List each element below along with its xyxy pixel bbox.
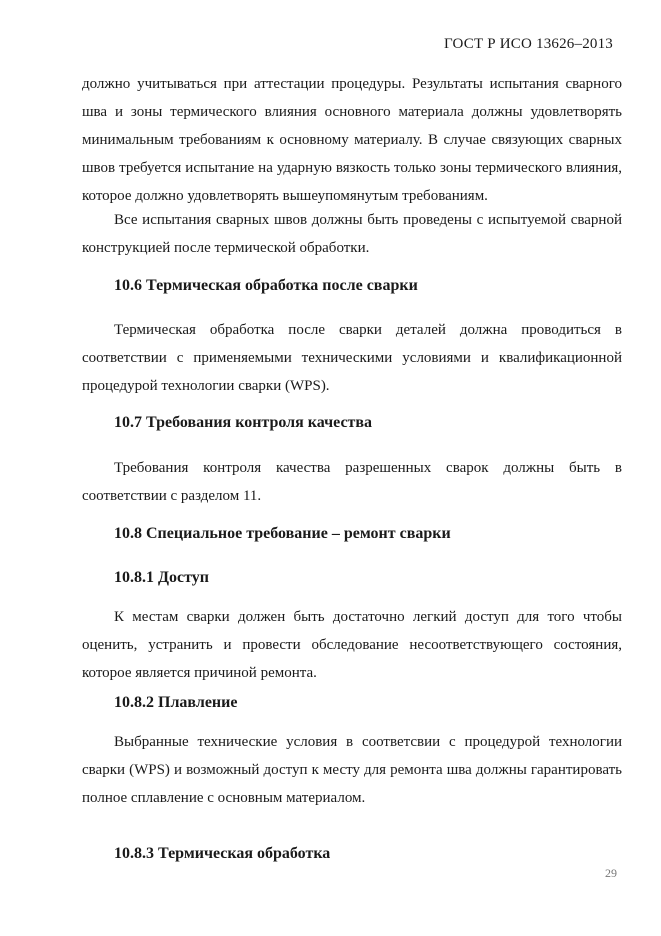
section-heading-10-7: 10.7 Требования контроля качества: [114, 414, 373, 431]
page-number: 29: [605, 866, 617, 880]
section-heading-10-8-1: 10.8.1 Доступ: [114, 569, 209, 586]
paragraph-quality: Требования контроля качества разрешенных сварок должны быть в соответствии с разделом 11.: [82, 460, 622, 504]
page-header: ГОСТ Р ИСО 13626–2013: [444, 36, 613, 52]
paragraph-tests: Все испытания сварных швов должны быть проведены с испытуемой сварной конструкцией после термической обработки.: [82, 212, 622, 256]
section-heading-10-8-3: 10.8.3 Термическая обработка: [114, 845, 331, 862]
paragraph-heat-treatment: Термическая обработка после сварки деталей должна проводиться в соответствии с применяемыми техническими условиями и квалификационной процедурой технологии сварки (WPS).: [82, 322, 622, 394]
section-heading-10-6: 10.6 Термическая обработка после сварки: [114, 277, 418, 294]
section-heading-10-8: 10.8 Специальное требование – ремонт сварки: [114, 525, 451, 542]
paragraph-fusion: Выбранные технические условия в соответсвии с процедурой технологии сварки (WPS) и возможный доступ к месту для ремонта шва должны гарантировать полное сплавление с основным материалом.: [82, 734, 622, 806]
paragraph-intro: должно учитываться при аттестации процедуры. Результаты испытания сварного шва и зоны термического влияния основного материала должны удовлетворять минимальным требованиям к основному материалу. В случае связующих сварных швов требуется испытание на ударную вязкость только зоны термического влияния, которое должно удовлетворять вышеупомянутым требованиям.: [82, 76, 622, 204]
section-heading-10-8-2: 10.8.2 Плавление: [114, 694, 238, 711]
paragraph-access: К местам сварки должен быть достаточно легкий доступ для того чтобы оценить, устранить и провести обследование несоответствующего состояния, которое является причиной ремонта.: [82, 609, 622, 681]
